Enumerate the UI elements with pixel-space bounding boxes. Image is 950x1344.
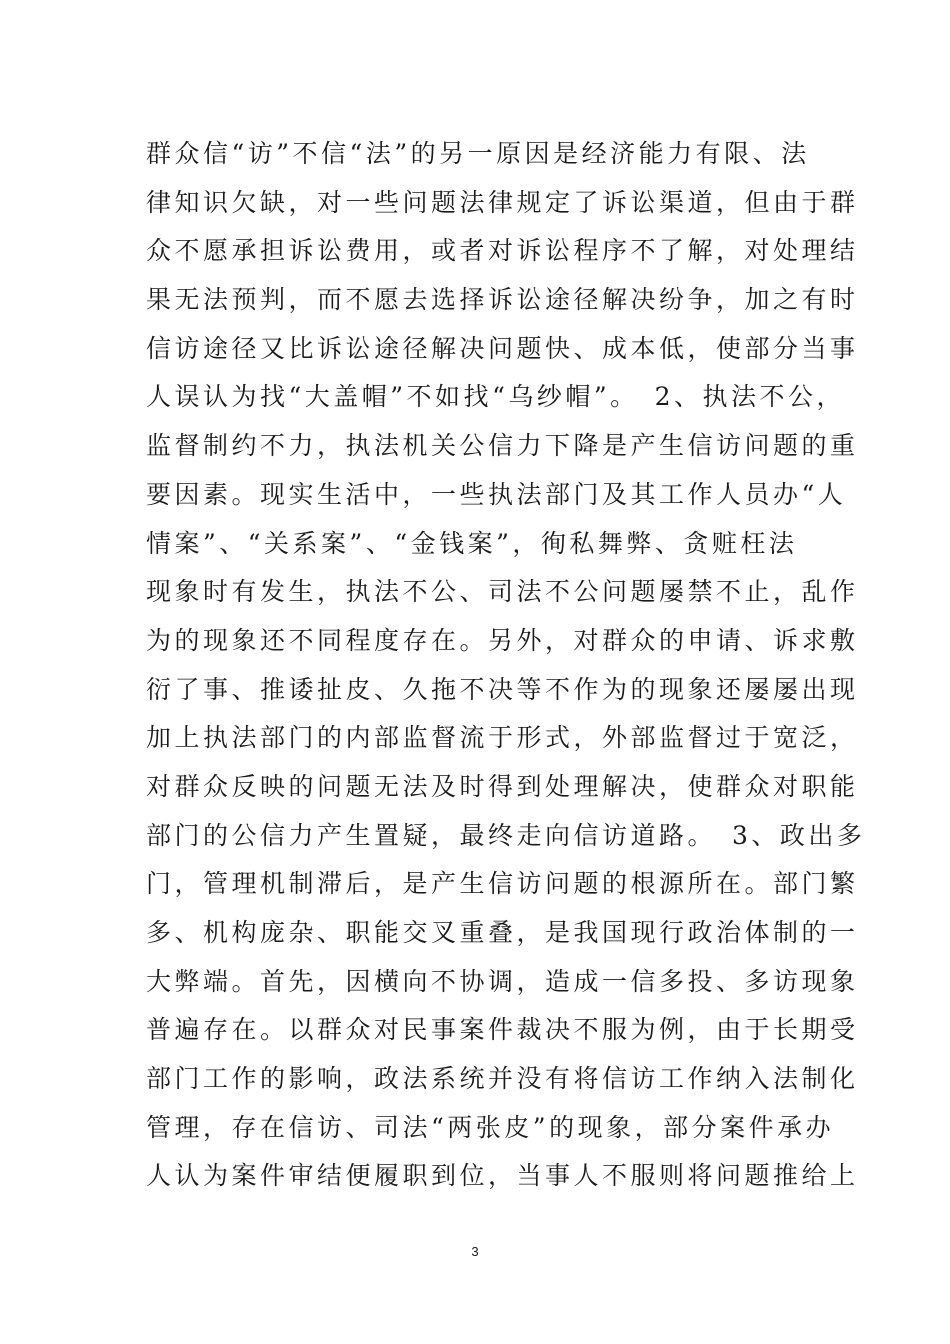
page-number: 3 — [471, 1244, 479, 1259]
text-line: 多、机构庞杂、职能交叉重叠，是我国现行政治体制的一 — [146, 918, 859, 947]
text-line: 加上执法部门的内部监督流于形式，外部监督过于宽泛， — [146, 723, 859, 753]
text-line: 对群众反映的问题无法及时得到处理解决，使群众对职能 — [146, 771, 859, 801]
text-line: 衍了事、推诿扯皮、久拖不决等不作为的现象还屡屡出现 — [146, 674, 859, 704]
text-line: 群众信“访”不信“法”的另一原因是经济能力有限、法 — [146, 139, 810, 168]
text-line: 人误认为找“大盖帽”不如找“乌纱帽”。 2、执法不公， — [146, 382, 846, 412]
text-line: 部门工作的影响，政法系统并没有将信访工作纳入法制化 — [146, 1064, 859, 1094]
text-line: 大弊端。首先，因横向不协调，造成一信多投、多访现象 — [146, 966, 859, 996]
text-line: 果无法预判，而不愿去选择诉讼途径解决纷争，加之有时 — [146, 285, 859, 315]
text-line: 要因素。现实生活中，一些执法部门及其工作人员办“人 — [146, 479, 847, 509]
text-line: 信访途径又比诉讼途径解决问题快、成本低，使部分当事 — [146, 333, 859, 363]
text-line: 众不愿承担诉讼费用，或者对诉讼程序不了解，对处理结 — [146, 236, 859, 266]
text-line: 现象时有发生，执法不公、司法不公问题屡禁不止，乱作 — [146, 577, 859, 607]
text-line: 普遍存在。以群众对民事案件裁决不服为例，由于长期受 — [146, 1015, 859, 1045]
text-line: 监督制约不力，执法机关公信力下降是产生信访问题的重 — [146, 431, 859, 461]
text-line: 为的现象还不同程度存在。另外，对群众的申请、诉求敷 — [146, 625, 859, 655]
text-line: 管理，存在信访、司法“两张皮”的现象，部分案件承办 — [146, 1112, 835, 1142]
text-line: 律知识欠缺，对一些问题法律规定了诉讼渠道，但由于群 — [146, 187, 859, 217]
body-text — [146, 130, 866, 1201]
text-line: 情案”、“关系案”、“金钱案”，徇私舞弊、贪赃枉法 — [146, 528, 798, 558]
text-line: 部门的公信力产生置疑，最终走向信访道路。 3、政出多 — [146, 820, 866, 850]
text-line: 人认为案件审结便履职到位，当事人不服则将问题推给上 — [146, 1161, 859, 1191]
text-line: 门，管理机制滞后，是产生信访问题的根源所在。部门繁 — [146, 869, 859, 899]
